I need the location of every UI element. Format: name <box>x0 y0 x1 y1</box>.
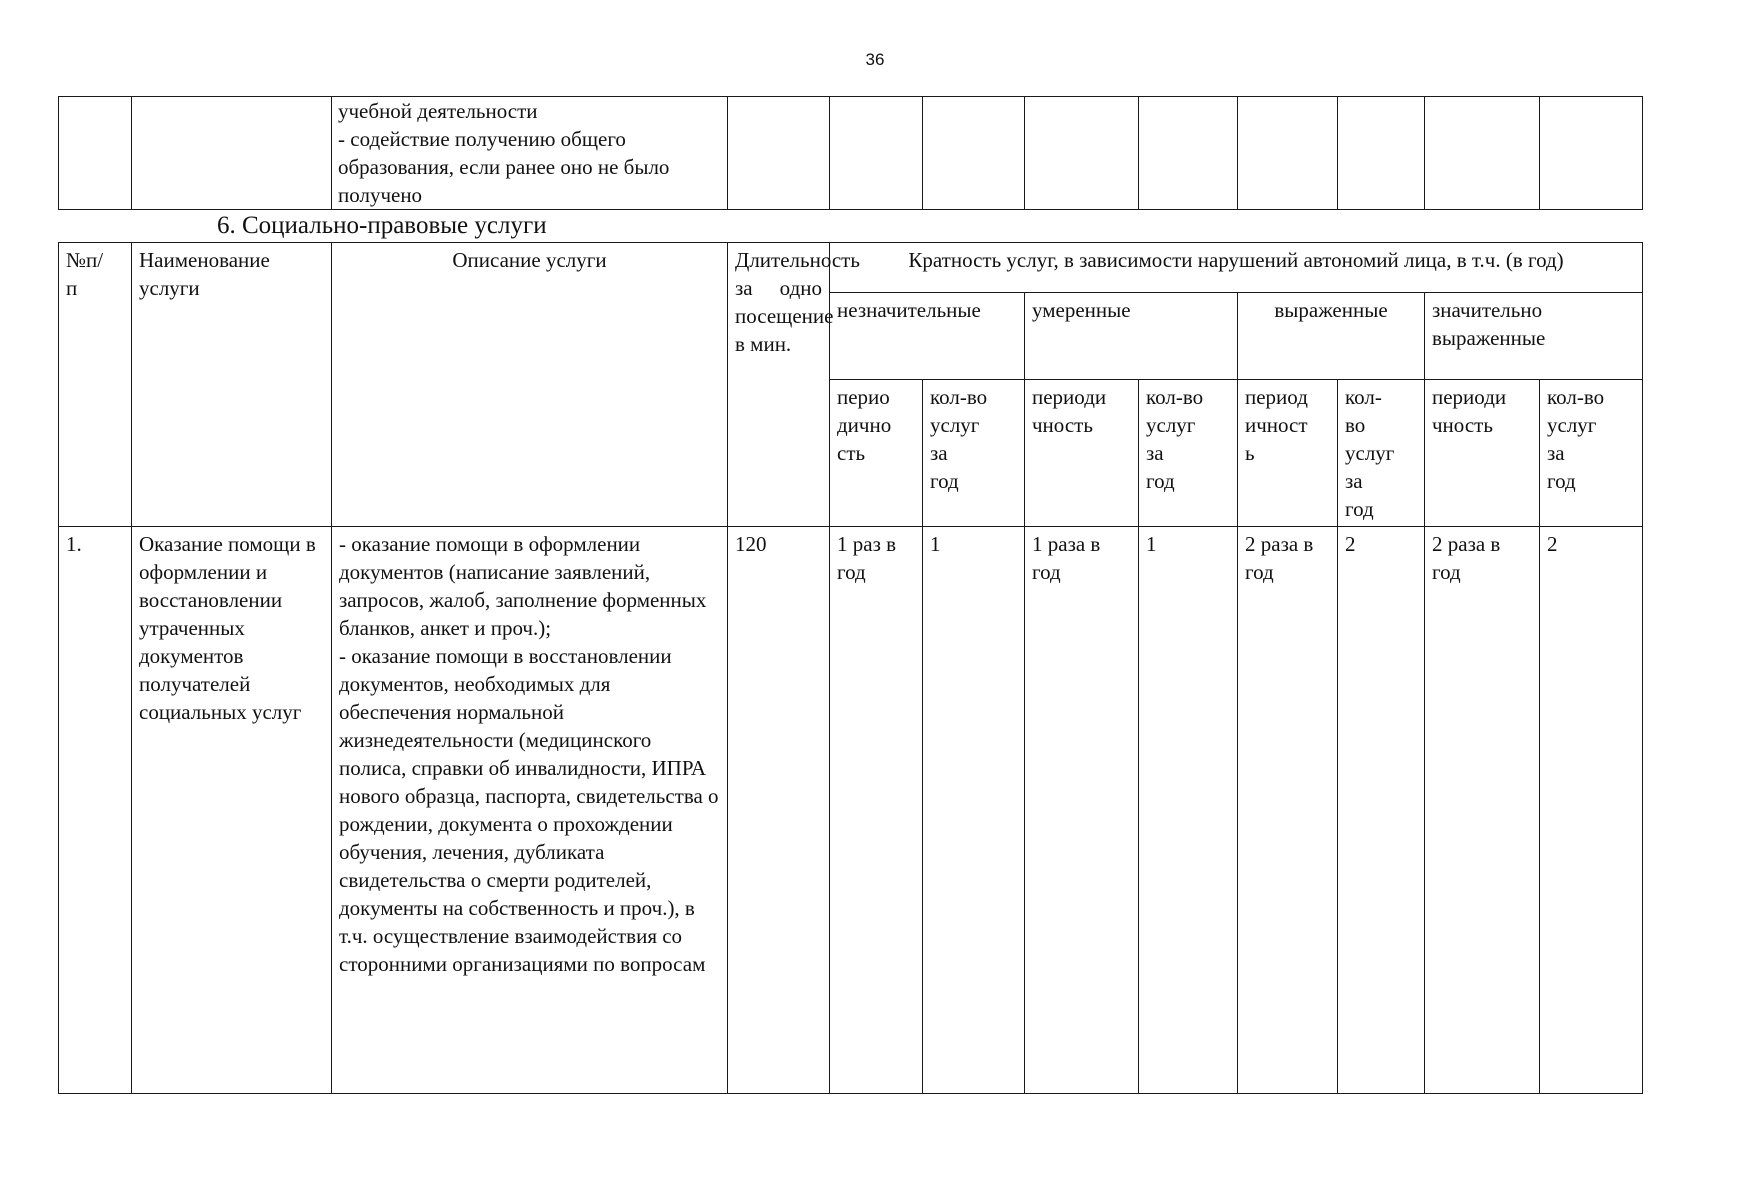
empty-cell <box>59 97 132 210</box>
empty-cell <box>923 97 1025 210</box>
continued-description: учебной деятельности - содействие получению общего образования, если ранее оно не было получено <box>332 97 728 210</box>
header-frequency-group: Кратность услуг, в зависимости нарушений автономий лица, в т.ч. (в год) <box>830 243 1643 293</box>
empty-cell <box>728 97 830 210</box>
row-service-name: Оказание помощи в оформлении и восстановлении утраченных документов получателей социальных услуг <box>132 527 332 1094</box>
header-periodicity: перио дично сть <box>830 380 923 527</box>
header-level-pronounced: выраженные <box>1238 293 1425 380</box>
empty-cell <box>1139 97 1238 210</box>
row-count: 1 <box>923 527 1025 1094</box>
row-count: 2 <box>1338 527 1425 1094</box>
table-row <box>59 527 1643 1094</box>
row-description: - оказание помощи в оформлении документов (написание заявлений, запросов, жалоб, заполнение форменных бланков, анкет и проч.); - оказание помощи в восстановлении документов, необходимых для обеспечения нормальной жизнедеятельности (медицинского полиса, справки об инвалидности, ИПРА нового образца, паспорта, свидетельства о рождении, документа о прохождении обучения, лечения, дубликата свидетельства о смерти родителей, документы на собственность и проч.), в т.ч. осуществление взаимодействия со сторонними организациями по вопросам <box>332 527 728 1094</box>
row-count: 1 <box>1139 527 1238 1094</box>
header-periodicity: период ичност ь <box>1238 380 1338 527</box>
empty-cell <box>1425 97 1540 210</box>
header-count: кол-во услуг за год <box>1540 380 1643 527</box>
empty-cell <box>1025 97 1139 210</box>
row-number: 1. <box>59 527 132 1094</box>
empty-cell <box>1540 97 1643 210</box>
empty-cell <box>1238 97 1338 210</box>
empty-cell <box>1338 97 1425 210</box>
row-periodicity: 1 раз в год <box>830 527 923 1094</box>
header-description: Описание услуги <box>332 243 728 527</box>
row-duration: 120 <box>728 527 830 1094</box>
header-periodicity: периоди чность <box>1025 380 1139 527</box>
header-level-significant: значительно выраженные <box>1425 293 1643 380</box>
header-name: Наименование услуги <box>132 243 332 527</box>
row-periodicity: 2 раза в год <box>1238 527 1338 1094</box>
empty-cell <box>132 97 332 210</box>
header-periodicity: периоди чность <box>1425 380 1540 527</box>
header-count: кол- во услуг за год <box>1338 380 1425 527</box>
header-level-moderate: умеренные <box>1025 293 1238 380</box>
header-count: кол-во услуг за год <box>923 380 1025 527</box>
header-number: №п/ п <box>59 243 132 527</box>
header-count: кол-во услуг за год <box>1139 380 1238 527</box>
header-duration: Длительность за одно посещение в мин. <box>728 243 830 527</box>
page-number: 36 <box>865 50 885 69</box>
row-periodicity: 1 раза в год <box>1025 527 1139 1094</box>
row-periodicity: 2 раза в год <box>1425 527 1540 1094</box>
header-level-minor: незначительные <box>830 293 1025 380</box>
row-count: 2 <box>1540 527 1643 1094</box>
services-table <box>58 242 1643 1094</box>
continued-table <box>58 96 1643 210</box>
section-title: 6. Социально-правовые услуги <box>217 212 547 239</box>
empty-cell <box>830 97 923 210</box>
